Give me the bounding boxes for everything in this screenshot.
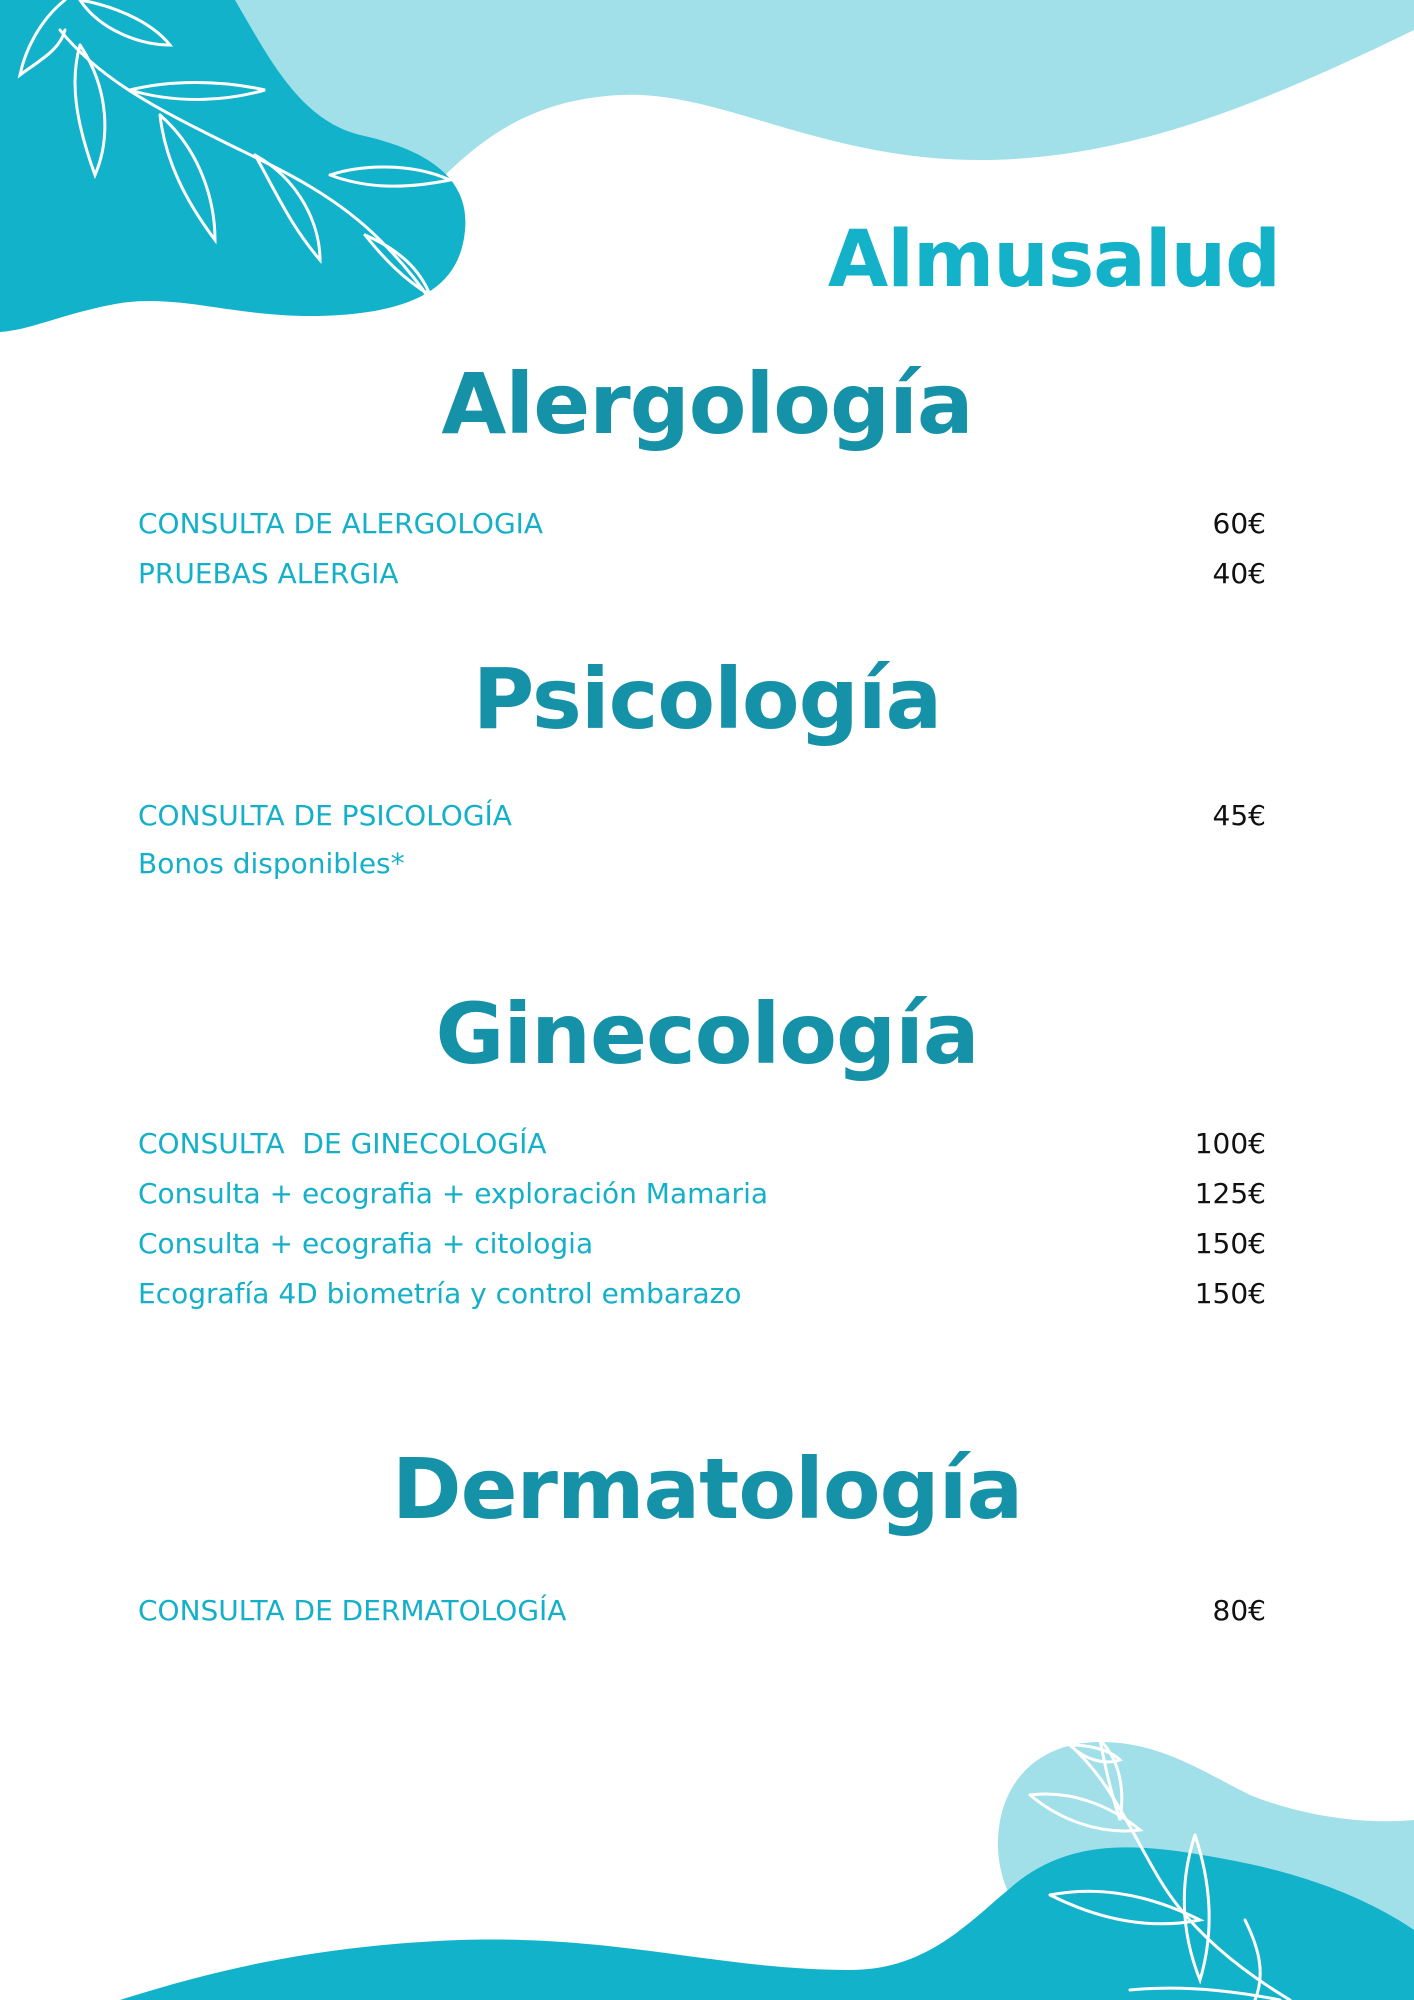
service-price: 60€ (1212, 506, 1266, 540)
service-label: PRUEBAS ALERGIA (138, 556, 399, 590)
service-label: CONSULTA DE GINECOLOGÍA (138, 1126, 547, 1160)
service-label: Consulta + ecografia + exploración Mamaria (138, 1176, 768, 1210)
service-price: 80€ (1212, 1593, 1266, 1627)
service-price: 150€ (1194, 1276, 1266, 1310)
service-price: 45€ (1212, 798, 1266, 832)
section-title-dermatologia: Dermatología (391, 1440, 1023, 1538)
service-label: CONSULTA DE PSICOLOGÍA (138, 798, 512, 832)
section-title-psicologia: Psicología (472, 650, 942, 748)
service-price: 150€ (1194, 1226, 1266, 1260)
service-row (138, 795, 1266, 835)
service-row (138, 1590, 1266, 1630)
service-label: CONSULTA DE DERMATOLOGÍA (138, 1593, 567, 1627)
section-title-alergologia: Alergología (441, 355, 973, 453)
service-label: CONSULTA DE ALERGOLOGIA (138, 506, 544, 540)
service-row (138, 503, 1266, 543)
service-price: 40€ (1212, 556, 1266, 590)
bonos-note: Bonos disponibles* (138, 847, 405, 880)
service-label: Consulta + ecografia + citologia (138, 1226, 594, 1260)
service-row (138, 1223, 1266, 1263)
service-price: 100€ (1194, 1126, 1266, 1160)
service-price: 125€ (1194, 1176, 1266, 1210)
bottom-dark-wave (120, 1847, 1414, 2000)
service-row (138, 1173, 1266, 1213)
brand-logo-text: Almusalud (827, 215, 1280, 305)
service-row (138, 553, 1266, 593)
service-row (138, 1273, 1266, 1313)
section-title-ginecologia: Ginecología (435, 985, 979, 1083)
service-label: Ecografía 4D biometría y control embarazo (138, 1276, 742, 1310)
service-row (138, 1123, 1266, 1163)
